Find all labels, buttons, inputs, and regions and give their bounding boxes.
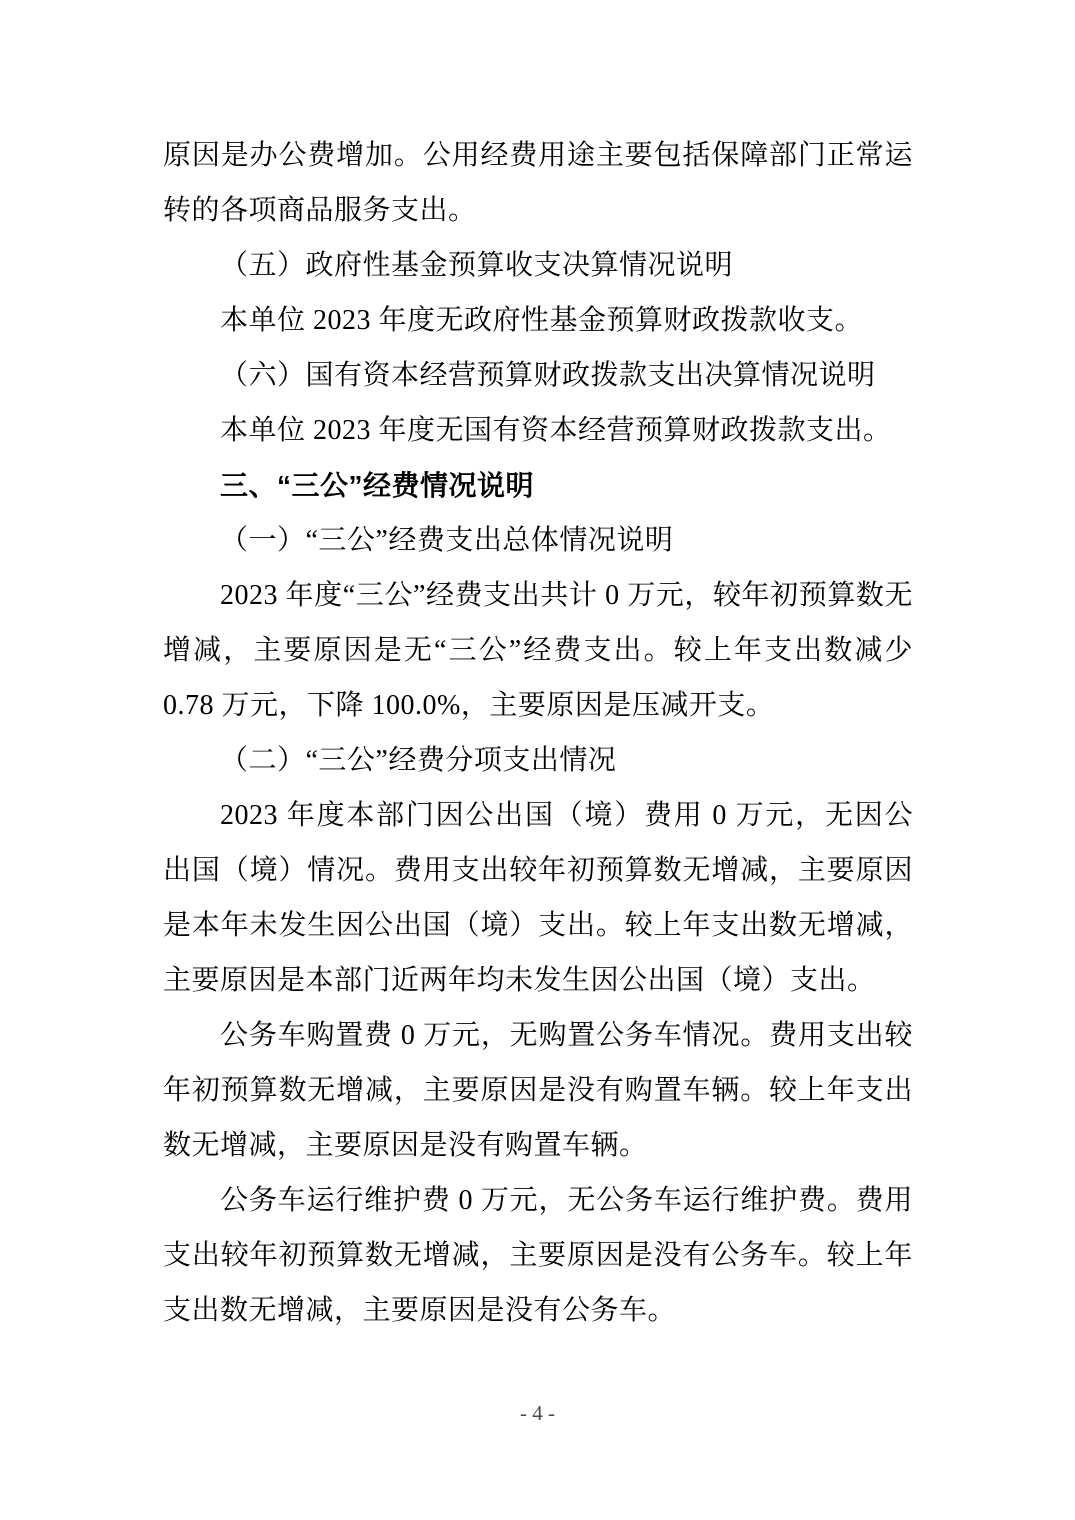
page-number: - 4 - xyxy=(520,1401,555,1425)
paragraph: 2023 年度“三公”经费支出共计 0 万元，较年初预算数无增减，主要原因是无“三公”经费支出。较上年支出数减少 0.78 万元，下降 100.0%，主要原因是压减开支。 xyxy=(163,580,913,721)
paragraph-continuation: 原因是办公费增加。公用经费用途主要包括保障部门正常运转的各项商品服务支出。 xyxy=(163,140,913,226)
section-heading-3: 三、“三公”经费情况说明 xyxy=(220,470,535,501)
document-body xyxy=(163,128,913,1338)
paragraph: 本单位 2023 年度无政府性基金预算财政拨款收支。 xyxy=(220,305,864,336)
subsection-heading-5: （五）政府性基金预算收支决算情况说明 xyxy=(220,250,734,281)
paragraph: 公务车运行维护费 0 万元，无公务车运行维护费。费用支出较年初预算数无增减，主要原因是没有公务车。较上年支出数无增减，主要原因是没有公务车。 xyxy=(163,1185,913,1326)
paragraph: 公务车购置费 0 万元，无购置公务车情况。费用支出较年初预算数无增减，主要原因是没有购置车辆。较上年支出数无增减，主要原因是没有购置车辆。 xyxy=(163,1020,913,1161)
subsection-heading-6: （六）国有资本经营预算财政拨款支出决算情况说明 xyxy=(220,360,876,391)
subsection-heading-1: （一）“三公”经费支出总体情况说明 xyxy=(220,525,674,556)
subsection-heading-2: （二）“三公”经费分项支出情况 xyxy=(220,745,617,776)
paragraph: 本单位 2023 年度无国有资本经营预算财政拨款支出。 xyxy=(220,415,892,446)
paragraph: 2023 年度本部门因公出国（境）费用 0 万元，无因公出国（境）情况。费用支出较年初预算数无增减，主要原因是本年未发生因公出国（境）支出。较上年支出数无增减，主要原因是本部门近两年均未发生因公出国（境）支出。 xyxy=(163,800,913,996)
